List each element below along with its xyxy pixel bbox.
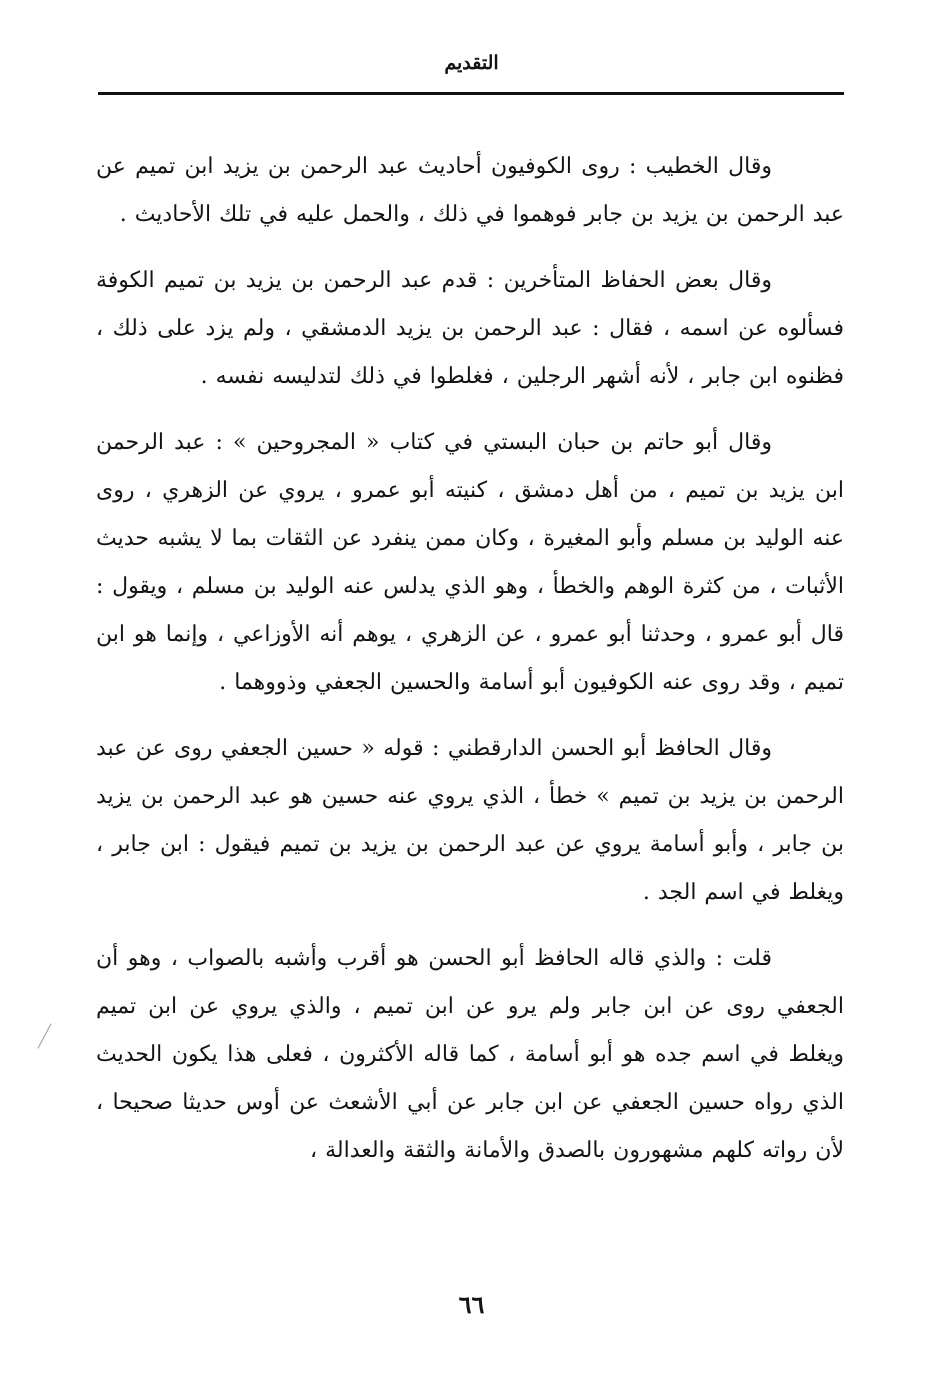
paragraph bbox=[96, 143, 844, 239]
paragraph-text: وقال الخطيب : روى الكوفيون أحاديث عبد الرحمن بن يزيد ابن تميم عن عبد الرحمن بن يزيد بن جابر فوهموا في ذلك ، والحمل عليه في تلك الأحاديث . bbox=[96, 154, 844, 227]
paragraph-text: وقال أبو حاتم بن حبان البستي في كتاب « المجروحين » : عبد الرحمن ابن يزيد بن تميم ، من أهل دمشق ، كنيته أبو عمرو ، يروي عن الزهري ، روى عنه الوليد بن مسلم وأبو المغيرة ، وكان ممن ينفرد عن الثقات بما لا يشبه حديث الأثبات ، من كثرة الوهم والخطأ ، وهو الذي يدلس عنه الوليد بن مسلم ، ويقول : قال أبو عمرو ، وحدثنا أبو عمرو ، عن الزهري ، يوهم أنه الأوزاعي ، وإنما هو ابن تميم ، وقد روى عنه الكوفيون أبو أسامة والحسين الجعفي وذووهما . bbox=[96, 430, 844, 695]
paragraph bbox=[96, 257, 844, 401]
paragraph bbox=[96, 419, 844, 707]
running-head: التقديم bbox=[444, 52, 499, 74]
page-number: ٦٦ bbox=[458, 1290, 485, 1319]
header-rule bbox=[98, 92, 844, 95]
margin-pencil-mark bbox=[37, 1023, 51, 1048]
body-text bbox=[96, 143, 844, 1193]
paragraph bbox=[96, 725, 844, 917]
paragraph-text: وقال بعض الحفاظ المتأخرين : قدم عبد الرحمن بن يزيد بن تميم الكوفة فسألوه عن اسمه ، فقال : عبد الرحمن بن يزيد الدمشقي ، ولم يزد على ذلك ، فظنوه ابن جابر ، لأنه أشهر الرجلين ، فغلطوا في ذلك لتدليسه نفسه . bbox=[96, 268, 844, 389]
paragraph-text: وقال الحافظ أبو الحسن الدارقطني : قوله « حسين الجعفي روى عن عبد الرحمن بن يزيد بن تميم » خطأ ، الذي يروي عنه حسين هو عبد الرحمن بن يزيد بن جابر ، وأبو أسامة يروي عن عبد الرحمن بن يزيد بن تميم فيقول : ابن جابر ، ويغلط في اسم الجد . bbox=[96, 736, 844, 905]
paragraph-text: قلت : والذي قاله الحافظ أبو الحسن هو أقرب وأشبه بالصواب ، وهو أن الجعفي روى عن ابن جابر ولم يرو عن ابن تميم ، والذي يروي عن ابن تميم ويغلط في اسم جده هو أبو أسامة ، كما قاله الأكثرون ، فعلى هذا يكون الحديث الذي رواه حسين الجعفي عن ابن جابر عن أبي الأشعث عن أوس حديثا صحيحا ، لأن رواته كلهم مشهورون بالصدق والأمانة والثقة والعدالة ، bbox=[96, 946, 844, 1163]
paragraph bbox=[96, 935, 844, 1175]
